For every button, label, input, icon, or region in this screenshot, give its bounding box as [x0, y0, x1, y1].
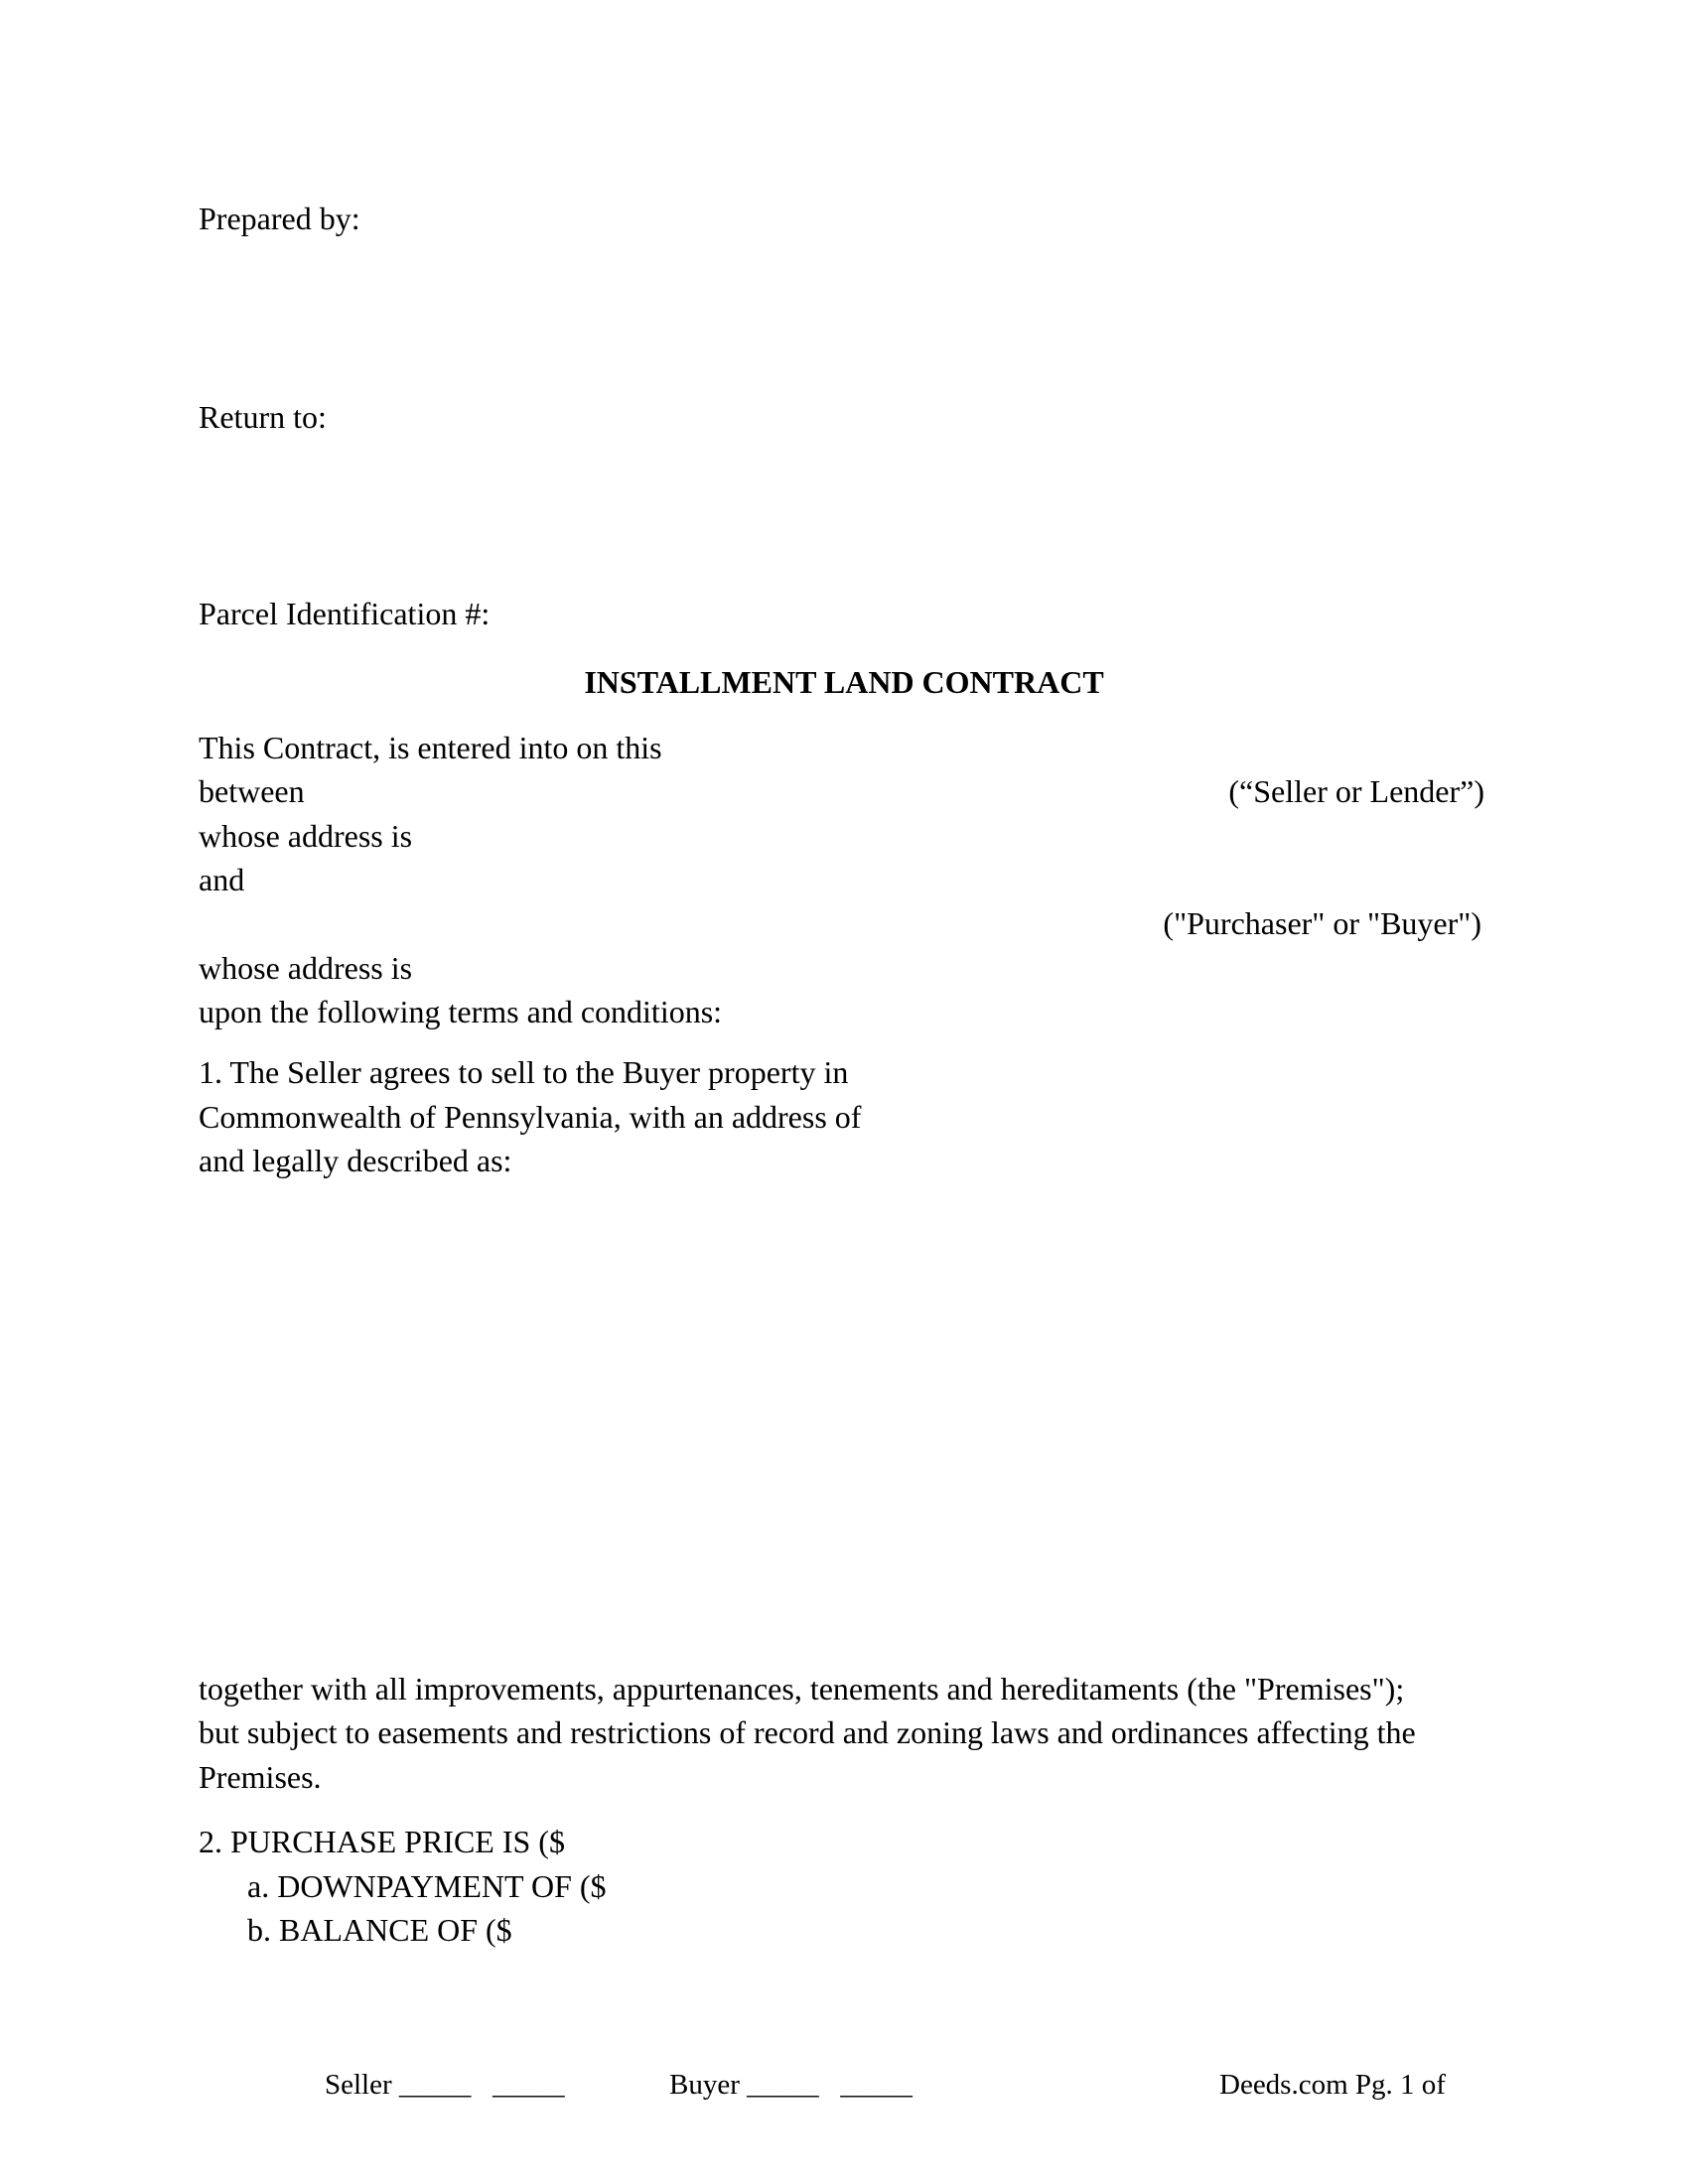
- and-label: and: [199, 862, 245, 897]
- seller-address-label: whose address is: [199, 818, 413, 854]
- document-title: INSTALLMENT LAND CONTRACT: [584, 664, 1104, 700]
- terms-intro: upon the following terms and conditions:: [199, 994, 723, 1029]
- premises-line2: but subject to easements and restrictions of record and zoning laws and ordinances affecting the: [199, 1714, 1416, 1750]
- premises-line3: Premises.: [199, 1759, 322, 1795]
- clause1-line2: Commonwealth of Pennsylvania, with an address of: [199, 1099, 862, 1135]
- parcel-id-label: Parcel Identification #:: [199, 596, 491, 631]
- buyer-address-label: whose address is: [199, 950, 413, 986]
- return-to-label: Return to:: [199, 399, 327, 435]
- buyer-label: ("Purchaser" or "Buyer"): [1163, 905, 1481, 941]
- footer-page-number: Deeds.com Pg. 1 of: [1219, 2069, 1446, 2101]
- prepared-by-label: Prepared by:: [199, 201, 360, 236]
- downpayment-line: a. DOWNPAYMENT OF ($: [247, 1868, 607, 1904]
- premises-line1: together with all improvements, appurtenances, tenements and hereditaments (the "Premises");: [199, 1671, 1405, 1706]
- footer-buyer-initials: Buyer _____ _____: [669, 2069, 913, 2101]
- seller-label: (“Seller or Lender”): [1228, 773, 1484, 809]
- balance-line: b. BALANCE OF ($: [247, 1912, 512, 1948]
- clause1-line3: and legally described as:: [199, 1143, 512, 1178]
- footer-seller-initials: Seller _____ _____: [325, 2069, 565, 2101]
- clause1-line1: 1. The Seller agrees to sell to the Buyer property in: [199, 1054, 849, 1090]
- between-label: between: [199, 773, 305, 809]
- purchase-price-line: 2. PURCHASE PRICE IS ($: [199, 1824, 565, 1859]
- contract-intro: This Contract, is entered into on this: [199, 730, 662, 765]
